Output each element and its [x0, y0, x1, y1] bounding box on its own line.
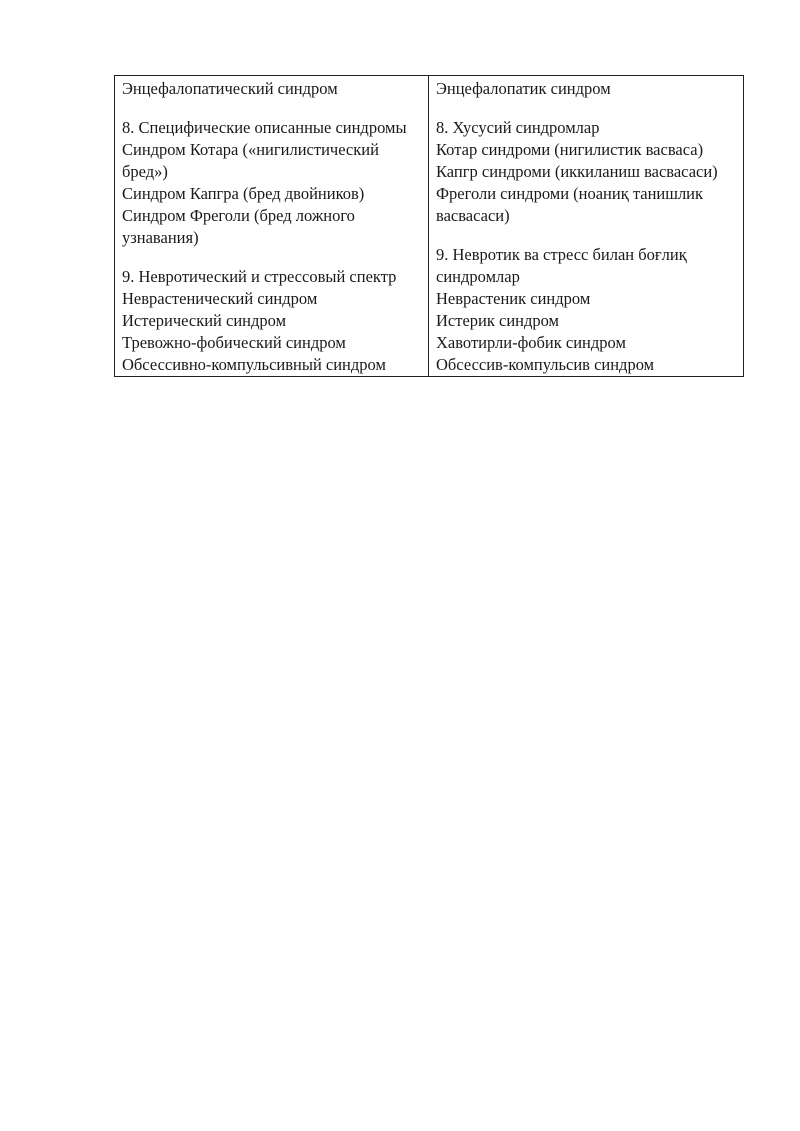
text-line: Фреголи синдроми (ноаниқ танишлик васвасаси) — [436, 184, 704, 225]
neurotic-spectrum-block-uz — [436, 244, 736, 376]
section-heading: 9. Невротик ва стресс билан боғлиқ синдромлар — [436, 245, 687, 286]
syndrome-translation-table — [114, 75, 744, 377]
section-heading: 9. Невротический и стрессовый спектр — [122, 267, 397, 286]
specific-syndromes-block-uz — [436, 117, 736, 227]
specific-syndromes-block-ru — [122, 117, 421, 249]
encephalopathic-block-ru — [122, 78, 421, 100]
text-line: Неврастеник синдром — [436, 289, 591, 308]
text-line: Хавотирли-фобик синдром — [436, 333, 626, 352]
text-line: Истерик синдром — [436, 311, 560, 330]
section-heading: 8. Специфические описанные синдромы — [122, 118, 407, 137]
text-line: Синдром Фреголи (бред ложного узнавания) — [122, 206, 355, 247]
text-line: Энцефалопатик синдром — [436, 79, 611, 98]
table-row — [115, 76, 744, 377]
text-line: Энцефалопатический синдром — [122, 79, 338, 98]
text-line: Истерический синдром — [122, 311, 287, 330]
text-line: Неврастенический синдром — [122, 289, 318, 308]
text-line: Обсессивно-компульсивный синдром — [122, 355, 386, 374]
text-line: Капгр синдроми (иккиланиш васвасаси) — [436, 162, 718, 181]
text-line: Синдром Котара («нигилистический бред») — [122, 140, 379, 181]
russian-column-cell — [115, 76, 429, 377]
text-line: Синдром Капгра (бред двойников) — [122, 184, 365, 203]
section-heading: 8. Хусусий синдромлар — [436, 118, 600, 137]
encephalopathic-block-uz — [436, 78, 736, 100]
neurotic-spectrum-block-ru — [122, 266, 421, 376]
text-line: Тревожно-фобический синдром — [122, 333, 346, 352]
text-line: Котар синдроми (нигилистик васваса) — [436, 140, 704, 159]
text-line: Обсессив-компульсив синдром — [436, 355, 655, 374]
uzbek-column-cell — [429, 76, 744, 377]
